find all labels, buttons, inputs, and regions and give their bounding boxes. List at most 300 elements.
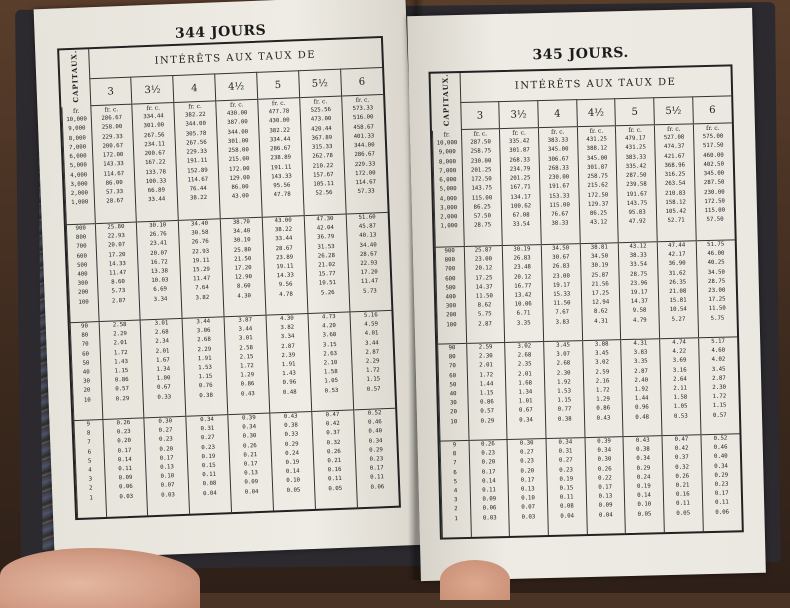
capital-value: 3 xyxy=(453,497,458,504)
interest-value: 115.00 xyxy=(549,202,570,209)
interest-value: 258.00 xyxy=(101,124,123,132)
left-page xyxy=(34,0,427,559)
interest-value: 401.33 xyxy=(353,133,375,141)
interest-value: 1.72 xyxy=(113,349,128,357)
interest-value: 1.34 xyxy=(156,366,171,373)
interest-value: 30.67 xyxy=(552,254,570,261)
interest-value: 172.50 xyxy=(471,176,492,183)
interest-value: 0.32 xyxy=(326,439,341,447)
unit-label: fr. c. xyxy=(90,104,132,115)
interest-value: 3.01 xyxy=(238,335,253,343)
capital-value: 20 xyxy=(450,409,458,416)
interest-value: 115.00 xyxy=(471,194,493,202)
interest-value: 477.78 xyxy=(268,108,290,116)
interest-value: 2.39 xyxy=(281,352,296,359)
interest-value: 19.17 xyxy=(552,282,571,289)
interest-value: 2.58 xyxy=(112,322,127,329)
interest-value: 306.67 xyxy=(548,156,569,163)
interest-value: 25.80 xyxy=(107,224,125,231)
capital-value: 10,000 xyxy=(66,116,87,124)
interest-value: 51.75 xyxy=(707,241,725,248)
interest-value: 0.17 xyxy=(598,484,613,491)
interest-value: 105.11 xyxy=(313,180,335,188)
interest-column xyxy=(698,337,739,435)
capital-value: 70 xyxy=(448,363,456,370)
interest-column xyxy=(102,418,148,517)
interest-value: 573.33 xyxy=(352,105,374,113)
interest-value: 0.21 xyxy=(243,451,258,459)
interest-value: 4.60 xyxy=(711,347,726,355)
interest-value: 0.34 xyxy=(200,416,215,424)
interest-value: 3.45 xyxy=(594,350,609,357)
interest-value: 286.67 xyxy=(270,145,291,153)
interest-value: 286.67 xyxy=(101,115,123,123)
interest-value: 7.64 xyxy=(195,285,209,292)
interest-value: 0.19 xyxy=(559,476,574,483)
interest-value: 2.68 xyxy=(154,329,169,337)
interest-value: 28.75 xyxy=(473,222,492,229)
capital-column xyxy=(74,420,106,518)
value-block xyxy=(70,310,395,420)
interest-value: 1.00 xyxy=(156,375,171,383)
capital-value: 9,000 xyxy=(68,125,86,133)
capitaux-label: CAPITAUX. xyxy=(440,73,451,127)
interest-value: 0.46 xyxy=(368,419,382,427)
interest-column xyxy=(502,244,543,342)
interest-value: 0.47 xyxy=(674,436,689,443)
interest-column xyxy=(507,439,548,536)
interest-column xyxy=(655,134,696,242)
interest-value: 2.87 xyxy=(634,368,648,375)
interest-value: 2.40 xyxy=(634,377,649,384)
interest-value: 1.53 xyxy=(198,364,213,372)
interest-column xyxy=(99,320,145,420)
interest-value: 3.45 xyxy=(711,366,726,373)
interest-value: 0.17 xyxy=(369,465,384,473)
interest-value: 0.14 xyxy=(637,492,652,500)
interest-value: 43.00 xyxy=(274,217,292,225)
interest-value: 0.20 xyxy=(159,445,174,453)
capital-value: 100 xyxy=(78,299,89,306)
interest-value: 5.16 xyxy=(363,312,378,319)
capital-value: 8 xyxy=(86,430,91,437)
interest-column xyxy=(346,212,392,312)
interest-value: 0.19 xyxy=(636,483,651,490)
interest-value: 0.09 xyxy=(482,496,497,503)
interest-value: 10.54 xyxy=(669,306,687,314)
capital-value: 8 xyxy=(452,451,457,458)
interest-value: 2.87 xyxy=(281,343,295,350)
interest-value: 28.75 xyxy=(707,278,726,285)
interest-value: 0.17 xyxy=(714,490,729,498)
interest-value: 46.00 xyxy=(707,250,725,258)
interest-value: 5.73 xyxy=(111,288,126,295)
interest-value: 0.17 xyxy=(520,477,535,484)
interest-value: 43.12 xyxy=(590,219,608,226)
interest-value: 0.86 xyxy=(240,381,255,389)
interest-value: 0.26 xyxy=(326,448,341,456)
interest-value: 34.40 xyxy=(233,228,251,236)
interest-value: 10.51 xyxy=(318,280,337,287)
capital-value: 500 xyxy=(445,284,456,292)
interest-column xyxy=(144,416,190,515)
rate-header: 4 xyxy=(173,74,216,103)
interest-value: 0.04 xyxy=(560,512,575,520)
rate-header: 3½ xyxy=(131,75,174,104)
interest-column xyxy=(461,138,502,246)
capital-column xyxy=(440,440,471,537)
interest-value: 0.04 xyxy=(598,512,613,519)
interest-value: 23.00 xyxy=(708,287,726,294)
interest-value: 421.67 xyxy=(664,153,685,160)
capital-column xyxy=(66,224,98,323)
interest-value: 258.75 xyxy=(587,173,608,181)
interest-value: 1.72 xyxy=(366,367,380,375)
unit-label: fr. c. xyxy=(461,129,500,139)
interest-column xyxy=(616,135,657,243)
interest-value: 575.00 xyxy=(702,133,724,141)
interest-value: 1.92 xyxy=(634,386,649,393)
capital-value: 800 xyxy=(444,257,456,264)
interest-value: 2.01 xyxy=(113,340,128,347)
interest-value: 38.70 xyxy=(232,219,251,226)
capital-value: 6,000 xyxy=(439,177,457,184)
interest-value: 100.62 xyxy=(510,203,532,210)
interest-column xyxy=(258,107,304,217)
value-block xyxy=(74,408,399,518)
interest-value: 16.72 xyxy=(150,259,168,266)
interest-value: 0.30 xyxy=(242,433,257,441)
interest-value: 287.50 xyxy=(703,179,725,187)
unit-label: fr. xyxy=(62,106,91,117)
interest-value: 22.93 xyxy=(107,233,125,240)
interest-value: 267.56 xyxy=(143,132,165,139)
interest-value: 1.58 xyxy=(673,394,688,402)
interest-value: 36.79 xyxy=(317,234,335,242)
interest-value: 23.48 xyxy=(513,264,532,272)
interest-column xyxy=(220,217,266,317)
interest-value: 344.00 xyxy=(353,142,375,150)
interest-value: 0.29 xyxy=(714,472,729,479)
interest-value: 0.86 xyxy=(114,377,129,384)
interest-value: 4.30 xyxy=(279,315,294,323)
interest-value: 268.33 xyxy=(548,165,570,172)
interest-value: 2.34 xyxy=(155,338,170,346)
interest-value: 114.67 xyxy=(187,176,209,184)
capital-value: 7,000 xyxy=(439,168,457,175)
interest-value: 344.00 xyxy=(227,128,249,136)
capital-value: 1,000 xyxy=(71,199,89,207)
interest-value: 3.16 xyxy=(672,367,687,374)
interest-value: 30.19 xyxy=(513,246,531,253)
interest-value: 2.59 xyxy=(595,369,610,376)
interest-value: 1.91 xyxy=(281,361,296,369)
capital-value: 9 xyxy=(86,421,91,428)
rate-header: 4½ xyxy=(215,72,258,101)
interest-value: 8.60 xyxy=(236,283,251,291)
interest-value: 47.30 xyxy=(316,215,334,223)
interest-value: 3.01 xyxy=(154,320,169,327)
interest-value: 21.02 xyxy=(318,261,336,269)
interest-column xyxy=(546,438,587,535)
interest-value: 5.75 xyxy=(477,311,492,318)
interest-value: 25.80 xyxy=(233,246,252,254)
interest-value: 0.09 xyxy=(244,479,259,487)
capital-value: 10 xyxy=(450,418,458,425)
interest-value: 26.76 xyxy=(149,231,167,239)
capital-value: 600 xyxy=(76,253,88,260)
interest-value: 0.21 xyxy=(675,482,690,489)
interest-value: 0.11 xyxy=(328,476,342,483)
interest-value: 420.44 xyxy=(311,125,332,133)
interest-value: 0.27 xyxy=(158,427,173,435)
interest-value: 345.00 xyxy=(703,170,725,178)
interest-value: 5.17 xyxy=(711,338,725,345)
interest-value: 0.06 xyxy=(370,483,385,491)
interest-value: 0.48 xyxy=(635,414,650,421)
interest-value: 45.87 xyxy=(358,223,377,231)
interest-value: 0.30 xyxy=(158,418,173,425)
interest-value: 191.11 xyxy=(186,158,208,165)
interest-value: 19.17 xyxy=(630,289,648,296)
capital-value: 500 xyxy=(76,262,88,269)
interest-value: 26.35 xyxy=(668,279,687,286)
unit-label: fr. c. xyxy=(538,127,577,137)
interest-value: 3.87 xyxy=(238,317,253,324)
interest-value: 153.33 xyxy=(549,192,570,200)
interest-value: 3.06 xyxy=(196,328,211,335)
interest-column xyxy=(228,413,274,512)
interest-value: 86.00 xyxy=(231,184,249,191)
interest-value: 517.50 xyxy=(702,143,724,150)
capital-value: 1,000 xyxy=(440,223,458,230)
interest-value: 0.09 xyxy=(118,475,133,482)
rate-header: 4½ xyxy=(576,99,615,127)
interest-value: 3.34 xyxy=(153,296,168,303)
interest-value: 2.30 xyxy=(712,384,727,391)
interest-value: 52.71 xyxy=(667,217,685,225)
interest-value: 2.01 xyxy=(479,362,493,370)
interest-value: 367.89 xyxy=(311,134,333,142)
interest-value: 215.62 xyxy=(587,182,609,190)
capital-value: 700 xyxy=(444,266,456,273)
capital-value: 9 xyxy=(452,442,457,449)
interest-value: 368.96 xyxy=(664,162,686,169)
interest-value: 0.52 xyxy=(713,435,728,442)
interest-value: 5.75 xyxy=(710,315,725,322)
interest-value: 0.43 xyxy=(596,415,611,422)
interest-column xyxy=(304,214,350,314)
interest-column xyxy=(174,111,220,221)
capital-column xyxy=(438,343,469,441)
capital-value: 60 xyxy=(82,351,90,358)
interest-value: 525.56 xyxy=(310,107,332,115)
interest-column xyxy=(580,243,621,341)
interest-value: 33.44 xyxy=(275,235,293,243)
interest-column xyxy=(619,242,660,340)
interest-value: 129.37 xyxy=(587,201,609,208)
interest-value: 2.29 xyxy=(113,331,128,338)
interest-value: 230.00 xyxy=(470,157,492,165)
interest-value: 52.56 xyxy=(315,190,333,197)
interest-value: 234.79 xyxy=(509,166,531,173)
interest-value: 0.15 xyxy=(201,462,216,470)
interest-value: 0.19 xyxy=(201,453,216,461)
interest-value: 215.00 xyxy=(228,156,250,164)
interest-value: 2.15 xyxy=(239,353,254,361)
interest-value: 86.25 xyxy=(589,210,608,217)
interest-column xyxy=(95,222,141,322)
capital-value: 3,000 xyxy=(439,204,458,212)
interest-value: 301.87 xyxy=(509,147,530,155)
interest-value: 0.33 xyxy=(284,431,299,439)
interest-value: 0.20 xyxy=(520,467,535,475)
interest-value: 40.25 xyxy=(707,259,725,267)
interest-value: 0.11 xyxy=(370,474,385,482)
interest-value: 0.67 xyxy=(518,407,533,415)
interest-value: 335.42 xyxy=(625,163,647,170)
interest-value: 2.11 xyxy=(673,385,688,392)
interest-column xyxy=(657,241,698,339)
interest-value: 0.10 xyxy=(521,495,535,502)
interest-value: 95.56 xyxy=(273,182,291,190)
interest-value: 0.14 xyxy=(481,478,496,485)
capital-value: 5,000 xyxy=(69,162,88,170)
interest-value: 1.15 xyxy=(557,397,572,404)
interest-column xyxy=(311,410,357,509)
rate-header: 5½ xyxy=(654,97,693,125)
interest-value: 57.33 xyxy=(105,188,124,196)
interest-value: 1.43 xyxy=(114,358,129,366)
interest-value: 4.79 xyxy=(632,317,647,324)
interest-column xyxy=(137,220,183,320)
interest-value: 0.19 xyxy=(285,459,300,467)
interest-value: 114.67 xyxy=(103,170,125,178)
interest-value: 31.62 xyxy=(668,270,687,277)
interest-value: 8.62 xyxy=(477,302,492,309)
unit-label: fr. c. xyxy=(500,128,539,138)
interest-value: 8.62 xyxy=(593,308,608,316)
interest-value: 4.20 xyxy=(322,323,337,330)
interest-value: 388.12 xyxy=(586,145,608,153)
right-page xyxy=(407,8,766,581)
interest-value: 0.23 xyxy=(559,466,573,474)
interest-value: 0.20 xyxy=(117,438,132,445)
capital-value: 80 xyxy=(448,354,456,361)
interest-column xyxy=(693,133,734,241)
capital-value: 90 xyxy=(448,345,456,352)
capital-value: 10,000 xyxy=(436,140,458,147)
interest-value: 11.47 xyxy=(193,275,211,283)
interest-value: 527.08 xyxy=(663,134,685,142)
interest-table xyxy=(429,64,744,539)
capital-value: 600 xyxy=(445,275,456,282)
interest-value: 0.13 xyxy=(520,486,535,493)
interest-value: 143.33 xyxy=(271,173,292,181)
interest-value: 383.33 xyxy=(625,154,647,161)
rate-header: 4 xyxy=(538,100,577,128)
interest-value: 0.31 xyxy=(558,448,573,455)
capital-value: 3 xyxy=(88,476,93,483)
interest-value: 17.20 xyxy=(108,251,126,259)
interest-value: 1.58 xyxy=(323,369,338,376)
interest-value: 0.34 xyxy=(597,447,612,454)
capital-value: 1 xyxy=(89,495,93,502)
interest-column xyxy=(262,216,308,316)
interest-value: 2.59 xyxy=(478,344,493,351)
interest-value: 4.31 xyxy=(594,318,609,325)
interest-value: 172.50 xyxy=(704,198,725,205)
capital-value: 4 xyxy=(453,488,458,495)
interest-value: 0.11 xyxy=(482,487,497,494)
capital-value: 30 xyxy=(449,400,457,407)
interest-value: 2.16 xyxy=(595,378,610,385)
interest-value: 11.47 xyxy=(109,269,127,277)
interest-value: 42.04 xyxy=(316,225,335,232)
interest-value: 4.78 xyxy=(279,291,293,298)
capitaux-header xyxy=(431,73,461,130)
interest-value: 430.00 xyxy=(268,118,290,125)
interest-value: 0.27 xyxy=(200,435,215,442)
capital-value: 100 xyxy=(446,321,457,328)
interest-value: 0.11 xyxy=(715,500,729,507)
interest-value: 2.29 xyxy=(197,346,212,353)
interest-value: 2.87 xyxy=(111,297,126,305)
interest-value: 345.00 xyxy=(586,155,608,162)
interest-value: 0.39 xyxy=(597,438,611,445)
interest-value: 30.19 xyxy=(591,262,609,270)
rate-header: 3½ xyxy=(499,100,538,128)
interest-value: 167.22 xyxy=(144,159,166,167)
interest-value: 0.26 xyxy=(481,441,495,448)
interest-column xyxy=(582,340,623,438)
interest-value: 2.68 xyxy=(197,337,211,344)
interest-value: 0.23 xyxy=(520,458,535,466)
interest-value: 38.33 xyxy=(551,220,569,227)
interest-value: 0.38 xyxy=(636,446,650,454)
interest-value: 26.83 xyxy=(513,255,531,262)
interest-column xyxy=(505,342,546,440)
interest-value: 4.31 xyxy=(633,340,648,347)
interest-value: 0.16 xyxy=(675,491,690,499)
capital-value: 30 xyxy=(83,378,91,385)
interest-value: 3.35 xyxy=(516,319,531,327)
interest-value: 1.53 xyxy=(557,388,572,395)
interest-value: 13.38 xyxy=(150,268,169,276)
interest-column xyxy=(466,342,507,440)
interest-value: 0.31 xyxy=(200,425,215,433)
interest-value: 0.26 xyxy=(597,466,612,473)
interest-value: 15.29 xyxy=(192,266,210,274)
interest-value: 0.15 xyxy=(559,485,574,492)
interest-value: 4.22 xyxy=(672,348,687,356)
interest-value: 0.29 xyxy=(369,447,383,454)
interest-value: 263.54 xyxy=(664,180,686,188)
interest-value: 30.58 xyxy=(191,229,209,237)
interest-value: 10.06 xyxy=(514,301,532,308)
interest-value: 21.56 xyxy=(591,281,609,288)
interest-value: 34.50 xyxy=(551,245,570,252)
interest-value: 0.17 xyxy=(159,455,174,462)
unit-label: fr. c. xyxy=(341,95,383,106)
interest-column xyxy=(353,408,399,507)
unit-label: fr. c. xyxy=(216,100,258,111)
interest-value: 0.86 xyxy=(596,405,611,413)
interest-value: 23.00 xyxy=(552,272,570,280)
interest-value: 262.78 xyxy=(312,153,333,161)
interest-column xyxy=(178,219,224,319)
interest-value: 9.56 xyxy=(278,282,293,289)
